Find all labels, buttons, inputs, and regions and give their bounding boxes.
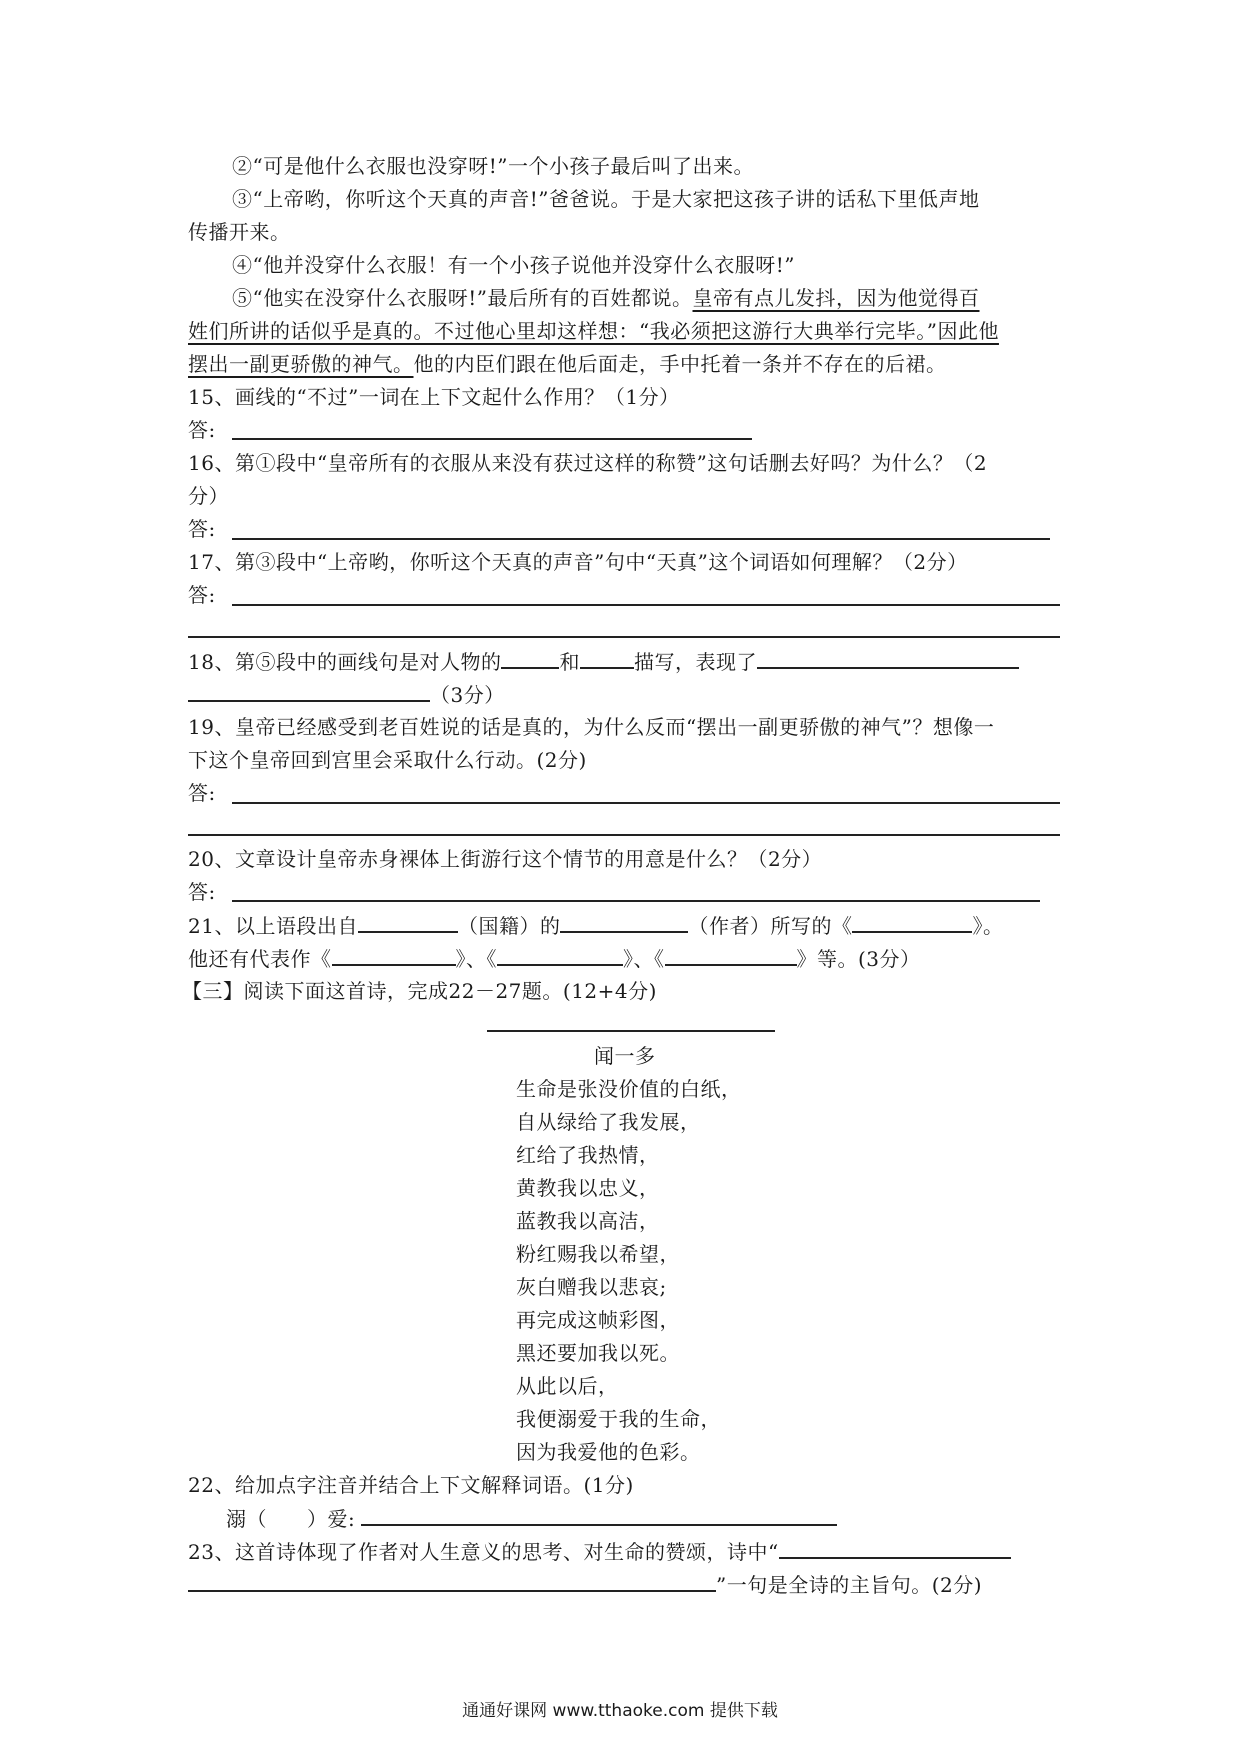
passage-paragraph-3-line-2: 传播开来。 xyxy=(188,220,291,244)
poem-line: 从此以后， xyxy=(516,1374,619,1398)
poem-title-blank[interactable] xyxy=(487,1030,775,1032)
poem-line: 粉红赐我以希望， xyxy=(516,1242,680,1266)
question-21-line-2 xyxy=(188,946,921,971)
blank-21-author[interactable] xyxy=(560,913,688,933)
underlined-sentence-end: 摆出一副更骄傲的神气。 xyxy=(188,352,414,376)
q21-part-h: 》等。(3分） xyxy=(796,947,921,971)
question-18-line-2 xyxy=(188,682,505,707)
q21-part-c: （作者）所写的《 xyxy=(688,914,853,938)
underlined-sentence: 皇帝有点儿发抖，因为他觉得百 xyxy=(692,286,980,310)
paragraph-5-tail: 他的内臣们跟在他后面走，手中托着一条并不存在的后裙。 xyxy=(413,352,947,376)
q23-part-a: 23、这首诗体现了作者对人生意义的思考、对生命的赞颂，诗中“ xyxy=(188,1540,779,1564)
q22-word-b: ）爱: xyxy=(307,1507,356,1531)
blank-23-1[interactable] xyxy=(779,1539,1011,1559)
blank-21-work-4[interactable] xyxy=(665,946,797,966)
blank-23-2[interactable] xyxy=(188,1572,716,1592)
answer-label-15: 答: xyxy=(188,418,216,442)
poem-line: 因为我爱他的色彩。 xyxy=(516,1440,701,1464)
answer-line-20[interactable] xyxy=(232,900,1040,902)
q21-part-b: （国籍）的 xyxy=(457,914,561,938)
q18-part-a: 18、第⑤段中的画线句是对人物的 xyxy=(188,650,502,674)
question-21-line-1 xyxy=(188,913,1003,938)
blank-21-work-2[interactable] xyxy=(332,946,456,966)
blank-18-4[interactable] xyxy=(188,682,430,702)
q21-part-e: 他还有代表作《 xyxy=(188,947,332,971)
passage-paragraph-2: ②“可是他什么衣服也没穿呀!”一个小孩子最后叫了出来。 xyxy=(232,154,754,178)
q18-part-b: 和 xyxy=(559,650,580,674)
poem-line: 黄教我以忠义， xyxy=(516,1176,660,1200)
question-19-line-2: 下这个皇帝回到宫里会采取什么行动。(2分) xyxy=(188,748,587,772)
answer-line-17b[interactable] xyxy=(188,636,1060,638)
question-16-line-1: 16、第①段中“皇帝所有的衣服从来没有获过这样的称赞”这句话删去好吗？为什么？（2 xyxy=(188,451,988,475)
passage-paragraph-5-line-3 xyxy=(188,352,947,376)
blank-21-work[interactable] xyxy=(852,913,972,933)
paragraph-5-text: ⑤“他实在没穿什么衣服呀!”最后所有的百姓都说。 xyxy=(232,286,693,310)
q18-part-d: （3分） xyxy=(430,683,505,707)
question-18 xyxy=(188,649,1019,674)
blank-18-3[interactable] xyxy=(757,649,1019,669)
question-15: 15、画线的“不过”一词在上下文起什么作用？（1分） xyxy=(188,385,680,409)
answer-line-19b[interactable] xyxy=(188,834,1060,836)
question-23-line-1 xyxy=(188,1539,1011,1564)
q18-part-c: 描写，表现了 xyxy=(633,650,757,674)
question-20: 20、文章设计皇帝赤身裸体上街游行这个情节的用意是什么？（2分） xyxy=(188,847,823,871)
answer-label-17: 答: xyxy=(188,583,216,607)
poem-line: 蓝教我以高洁， xyxy=(516,1209,660,1233)
answer-label-16: 答: xyxy=(188,517,216,541)
passage-paragraph-5-line-2-underlined: 姓们所讲的话似乎是真的。不过他心里却这样想：“我必须把这游行大典举行完毕。”因此他 xyxy=(188,319,999,343)
answer-line-16[interactable] xyxy=(232,538,1050,540)
blank-18-2[interactable] xyxy=(580,649,634,669)
answer-line-19a[interactable] xyxy=(232,802,1060,804)
blank-22-meaning[interactable] xyxy=(361,1506,837,1526)
footer-credit: 通通好课网 www.tthaoke.com 提供下载 xyxy=(462,1701,778,1721)
poem-line: 灰白赠我以悲哀; xyxy=(516,1275,667,1299)
poem-line: 我便溺爱于我的生命， xyxy=(516,1407,721,1431)
q21-part-d: 》。 xyxy=(972,914,1004,938)
answer-label-19: 答: xyxy=(188,781,216,805)
passage-paragraph-3-line-1: ③“上帝哟，你听这个天真的声音!”爸爸说。于是大家把这孩子讲的话私下里低声地 xyxy=(232,187,980,211)
passage-paragraph-5-line-1 xyxy=(232,286,980,310)
blank-21-nationality[interactable] xyxy=(358,913,458,933)
question-22-answer xyxy=(226,1506,837,1531)
poem-author: 闻一多 xyxy=(594,1044,656,1068)
answer-line-15[interactable] xyxy=(232,438,752,440)
poem-line: 生命是张没价值的白纸， xyxy=(516,1077,742,1101)
q23-part-b: ”一句是全诗的主旨句。(2分) xyxy=(716,1573,983,1597)
poem-line: 黑还要加我以死。 xyxy=(516,1341,680,1365)
question-16-line-2: 分） xyxy=(188,484,229,508)
poem-line: 红给了我热情， xyxy=(516,1143,660,1167)
answer-line-17a[interactable] xyxy=(232,604,1060,606)
question-22: 22、给加点字注音并结合上下文解释词语。(1分) xyxy=(188,1473,634,1497)
question-23-line-2 xyxy=(188,1572,982,1597)
q21-part-a: 21、以上语段出自 xyxy=(188,914,358,938)
blank-21-work-3[interactable] xyxy=(497,946,623,966)
q22-word-a: 溺（ xyxy=(226,1507,267,1531)
answer-label-20: 答: xyxy=(188,880,216,904)
question-17: 17、第③段中“上帝哟，你听这个天真的声音”句中“天真”这个词语如何理解？（2分） xyxy=(188,550,968,574)
q21-part-g: 》、《 xyxy=(623,947,665,971)
section-3-heading: 【三】阅读下面这首诗，完成22－27题。(12+4分) xyxy=(182,979,657,1003)
passage-paragraph-4: ④“他并没穿什么衣服！有一个小孩子说他并没穿什么衣服呀!” xyxy=(232,253,795,277)
q21-part-f: 》、《 xyxy=(455,947,497,971)
blank-18-1[interactable] xyxy=(501,649,559,669)
question-19-line-1: 19、皇帝已经感受到老百姓说的话是真的，为什么反而“摆出一副更骄傲的神气”？想像一 xyxy=(188,715,995,739)
poem-line: 自从绿给了我发展， xyxy=(516,1110,701,1134)
poem-line: 再完成这帧彩图， xyxy=(516,1308,680,1332)
